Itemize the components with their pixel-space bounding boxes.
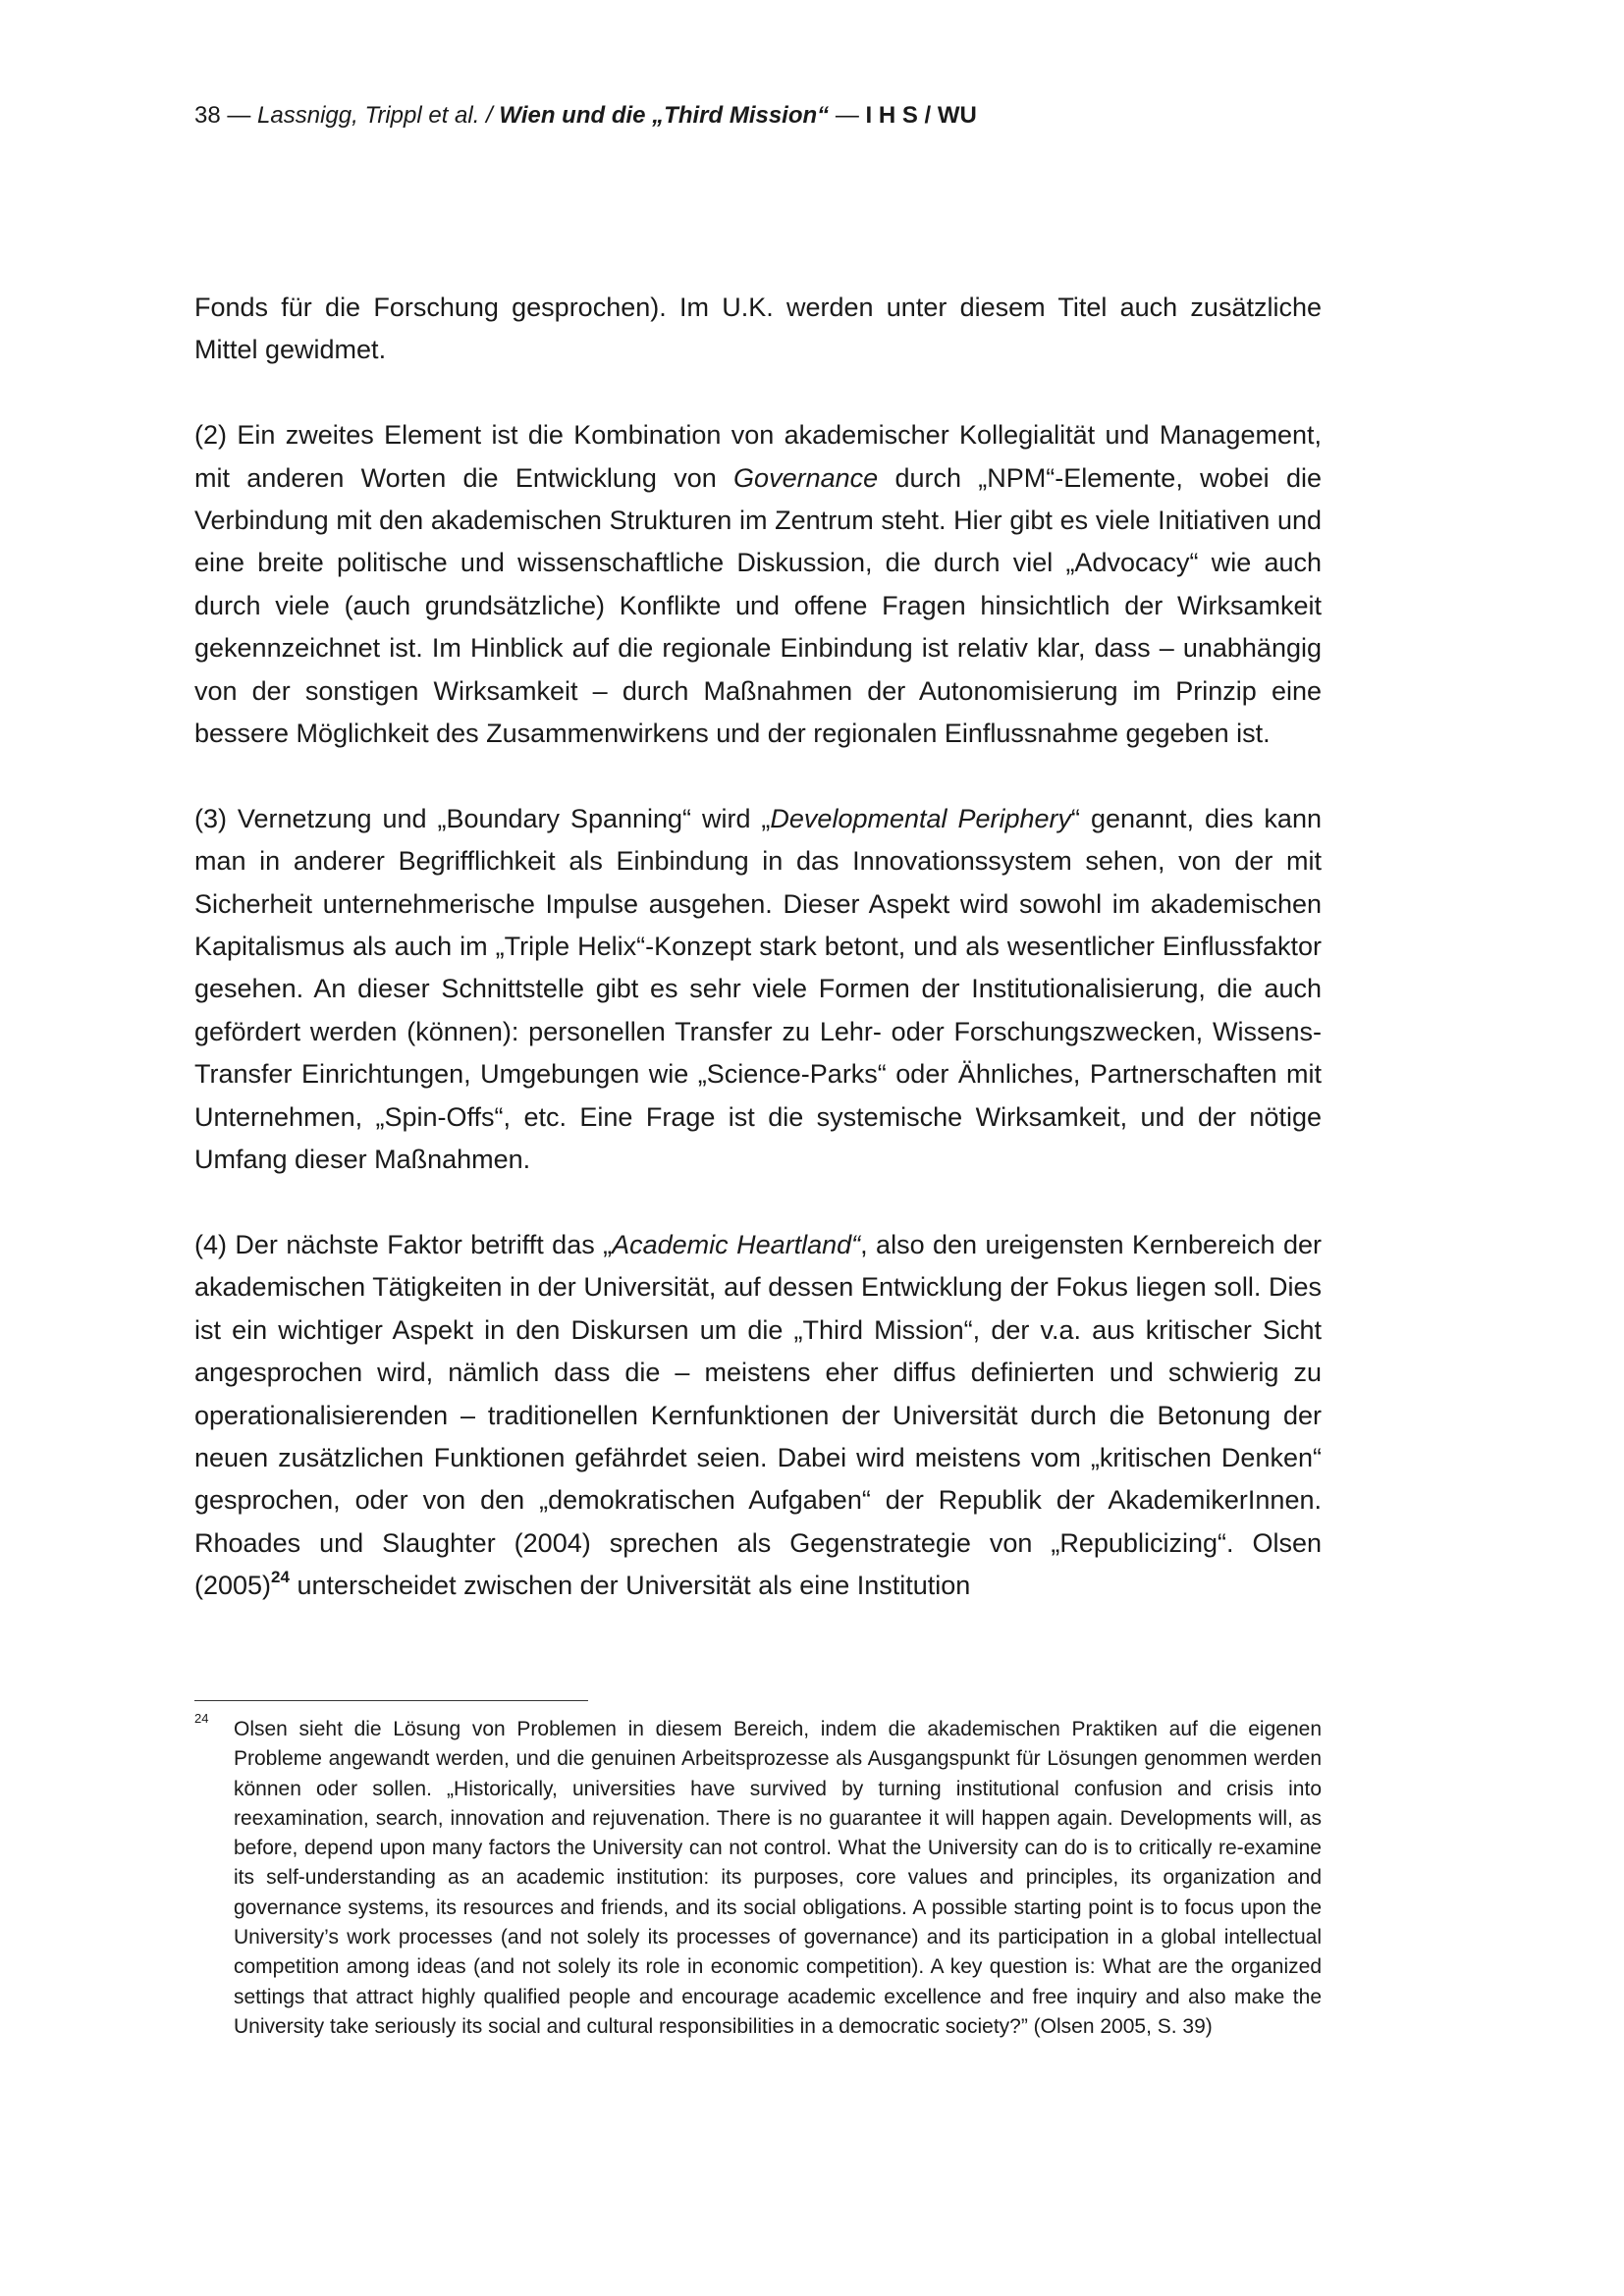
- paragraph: [194, 1224, 1322, 1608]
- paragraph-text: “ genannt, dies kann man in anderer Begrifflichkeit als Einbindung in das Innovationssystem sehen, von der mit Sicherheit unternehmerische Impulse ausgehen. Dieser Aspekt wird sowohl im akademischen Kapitalismus als auch im „Triple Helix“-Konzept stark betont, und als wesentlicher Einflussfaktor gesehen. An dieser Schnittstelle gibt es sehr viele Formen der Institutionalisierung, die auch gefördert werden (können): personellen Transfer zu Lehr- oder Forschungszwecken, Wissens-Transfer Einrichtungen, Umgebungen wie „Science-Parks“ oder Ähnliches, Partnerschaften mit Unternehmen, „Spin-Offs“, etc. Eine Frage ist die systemische Wirksamkeit, und der nötige Umfang dieser Maßnahmen.: [194, 803, 1322, 1175]
- footnote: [194, 1711, 1322, 2042]
- emphasis-term: Developmental Periphery: [770, 803, 1072, 833]
- running-header: [194, 100, 977, 132]
- header-authors: Lassnigg, Trippl et al. /: [257, 102, 500, 129]
- paragraph-text: (2) Ein zweites Element ist die Kombination von akademischer Kollegialität und Management, mit anderen Worten die Entwicklung von: [194, 420, 1322, 493]
- paragraph-text: durch „NPM“-Elemente, wobei die Verbindung mit den akademischen Strukturen im Zentrum steht. Hier gibt es viele Initiativen und eine breite politische und wissenschaftliche Diskussion, die durch viel „Advocacy“ wie auch durch viele (auch grundsätzliche) Konflikte und offene Fragen hinsichtlich der Wirksamkeit gekennzeichnet ist. Im Hinblick auf die regionale Einbindung ist relativ klar, dass – unabhängig von der sonstigen Wirksamkeit – durch Maßnahmen der Autonomisierung im Prinzip eine bessere Möglichkeit des Zusammenwirkens und der regionalen Einflussnahme gegeben ist.: [194, 462, 1322, 749]
- emphasis-term: Governance: [733, 462, 879, 493]
- paragraph-text: , also den ureigensten Kernbereich der akademischen Tätigkeiten in der Universität, auf dessen Entwicklung der Fokus liegen soll. Dies ist ein wichtiger Aspekt in den Diskursen um die „Third Mission“, der v.a. aus kritischer Sicht angesprochen wird, nämlich dass die – meistens eher diffus definierten und schwierig zu operationalisierenden – traditionellen Kernfunktionen der Universität durch die Betonung der neuen zusätzlichen Funktionen gefährdet seien. Dabei wird meistens vom „kritischen Denken“ gesprochen, oder von den „demokratischen Aufgaben“ der Republik der AkademikerInnen. Rhoades und Slaughter (2004) sprechen als Gegenstrategie von „Republicizing“. Olsen (2005): [194, 1229, 1322, 1601]
- paragraph: [194, 414, 1322, 755]
- emphasis-term: Academic Heartland“: [612, 1229, 861, 1259]
- header-institutions: I H S / WU: [865, 102, 977, 129]
- header-title: Wien und die „Third Mission“: [499, 102, 830, 129]
- paragraph-text: (4) Der nächste Faktor betrifft das „: [194, 1229, 613, 1259]
- header-separator: —: [829, 102, 866, 129]
- footnote-text: Olsen sieht die Lösung von Problemen in diesem Bereich, indem die akademischen Praktiken auf die eigenen Probleme angewandt werden, und die genuinen Arbeitsprozesse als Ausgangspunkt für Lösungen genommen werden können oder sollen. „Historically, universities have survived by turning institutional confusion and crisis into reexamination, search, innovation and rejuvenation. There is no guarantee it will happen again. Developments will, as before, depend upon many factors the University can not control. What the University can do is to critically re-examine its self-understanding as an academic institution: its purposes, core values and principles, its organization and governance systems, its resources and friends, and its social obligations. A possible starting point is to focus upon the University’s work processes (and not solely its processes of governance) and its participation in a global intellectual competition among ideas (and not solely its role in economic competition). A key question is: What are the organized settings that attract highly qualified people and encourage academic excellence and free inquiry and also make the University take seriously its social and cultural responsibilities in a democratic society?” (Olsen 2005, S. 39): [234, 1718, 1322, 2038]
- body-text: [194, 287, 1322, 1608]
- footnote-number: 24: [194, 1711, 209, 1726]
- paragraph: Fonds für die Forschung gesprochen). Im U.K. werden unter diesem Titel auch zusätzliche Mittel gewidmet.: [194, 293, 1322, 365]
- paragraph-text: (3) Vernetzung und „Boundary Spanning“ wird „: [194, 803, 771, 833]
- footnote-divider: [194, 1700, 588, 1701]
- paragraph-text: unterscheidet zwischen der Universität als eine Institution: [289, 1571, 971, 1601]
- paragraph: [194, 798, 1322, 1182]
- header-separator: —: [220, 102, 258, 129]
- page-number: 38: [194, 102, 221, 129]
- footnote-reference[interactable]: 24: [271, 1568, 290, 1587]
